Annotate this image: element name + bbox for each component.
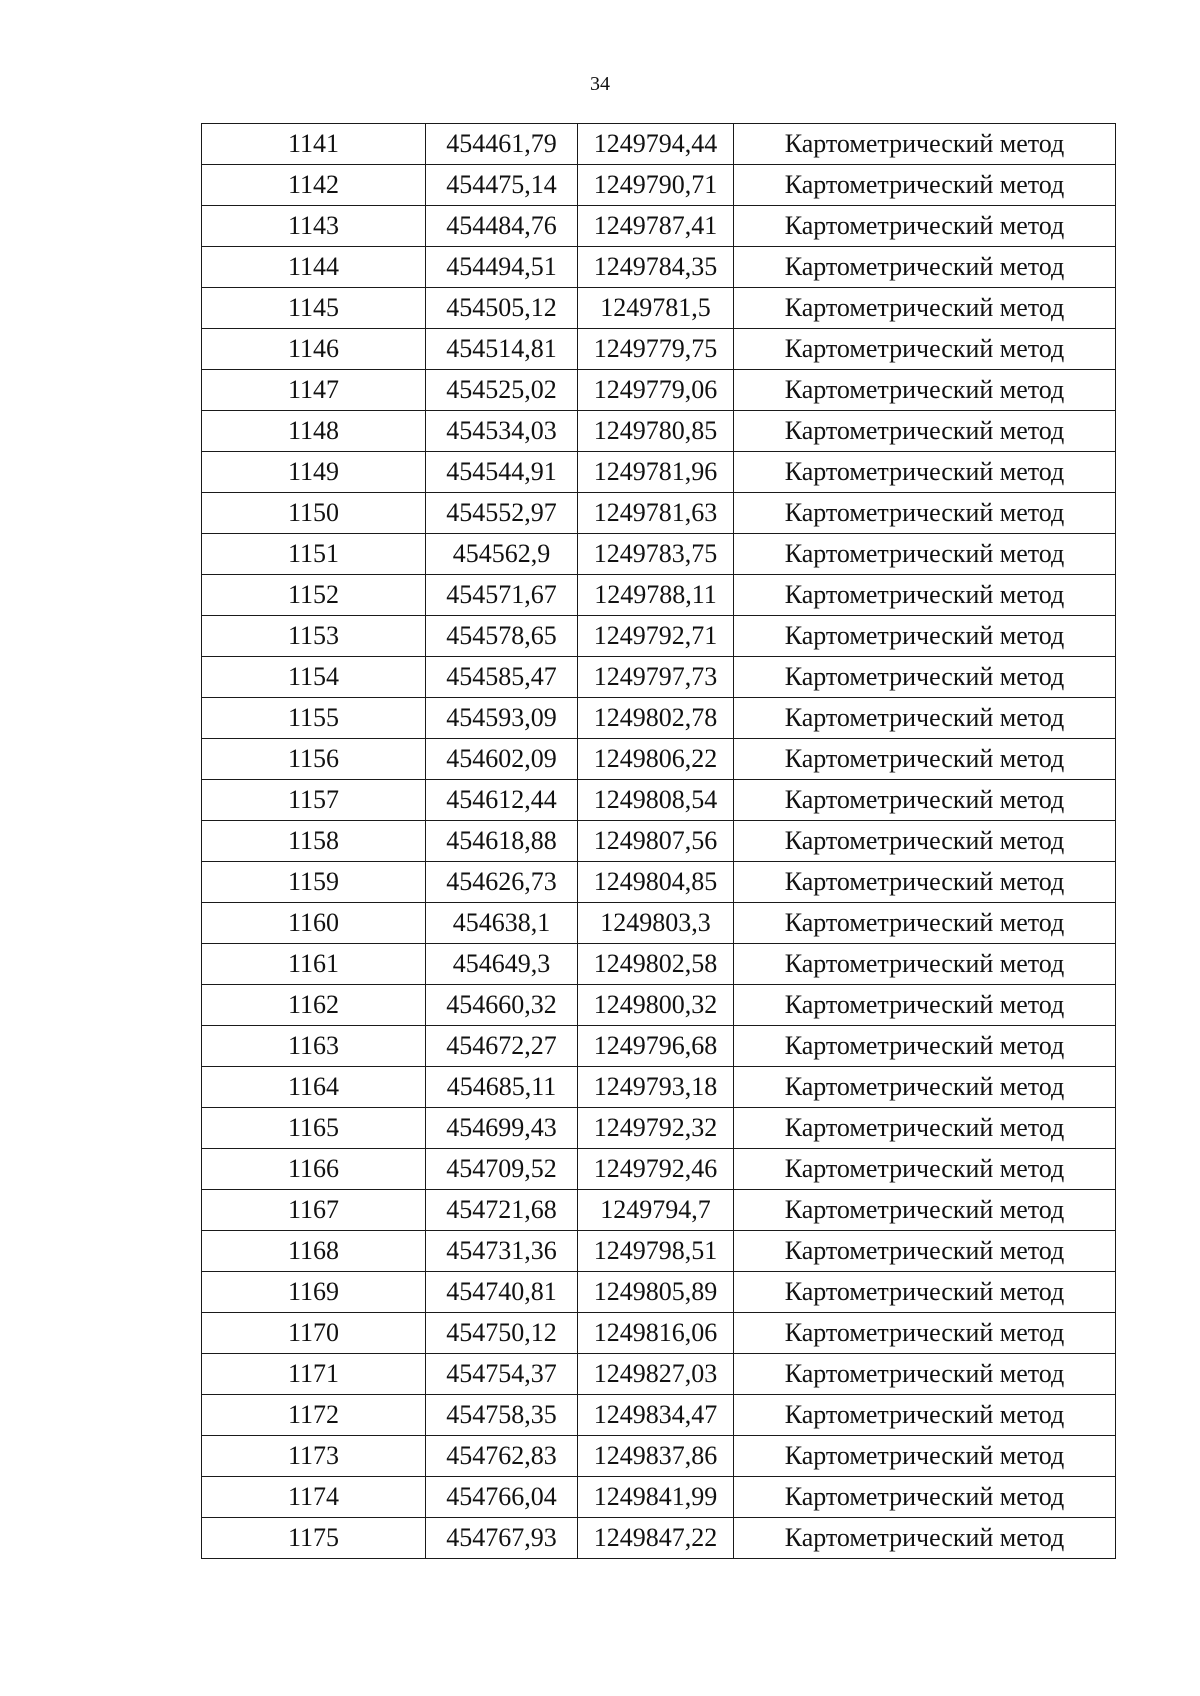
y-coordinate-cell: 1249808,54: [578, 780, 734, 821]
y-coordinate-cell: 1249792,32: [578, 1108, 734, 1149]
x-coordinate-cell: 454699,43: [426, 1108, 578, 1149]
point-number-cell: 1167: [202, 1190, 426, 1231]
x-coordinate-cell: 454578,65: [426, 616, 578, 657]
point-number-cell: 1145: [202, 288, 426, 329]
y-coordinate-cell: 1249792,46: [578, 1149, 734, 1190]
y-coordinate-cell: 1249796,68: [578, 1026, 734, 1067]
method-cell: Картометрический метод: [734, 411, 1116, 452]
y-coordinate-cell: 1249788,11: [578, 575, 734, 616]
x-coordinate-cell: 454602,09: [426, 739, 578, 780]
x-coordinate-cell: 454544,91: [426, 452, 578, 493]
point-number-cell: 1163: [202, 1026, 426, 1067]
method-cell: Картометрический метод: [734, 1190, 1116, 1231]
x-coordinate-cell: 454638,1: [426, 903, 578, 944]
method-cell: Картометрический метод: [734, 206, 1116, 247]
y-coordinate-cell: 1249783,75: [578, 534, 734, 575]
point-number-cell: 1147: [202, 370, 426, 411]
point-number-cell: 1161: [202, 944, 426, 985]
point-number-cell: 1162: [202, 985, 426, 1026]
point-number-cell: 1143: [202, 206, 426, 247]
point-number-cell: 1160: [202, 903, 426, 944]
method-cell: Картометрический метод: [734, 575, 1116, 616]
table-row: [202, 657, 1116, 698]
table-row: [202, 944, 1116, 985]
method-cell: Картометрический метод: [734, 452, 1116, 493]
method-cell: Картометрический метод: [734, 1231, 1116, 1272]
y-coordinate-cell: 1249804,85: [578, 862, 734, 903]
y-coordinate-cell: 1249802,58: [578, 944, 734, 985]
y-coordinate-cell: 1249779,75: [578, 329, 734, 370]
coordinates-table: [201, 123, 1116, 1559]
y-coordinate-cell: 1249780,85: [578, 411, 734, 452]
point-number-cell: 1142: [202, 165, 426, 206]
method-cell: Картометрический метод: [734, 657, 1116, 698]
method-cell: Картометрический метод: [734, 1436, 1116, 1477]
table-row: [202, 288, 1116, 329]
x-coordinate-cell: 454461,79: [426, 124, 578, 165]
point-number-cell: 1159: [202, 862, 426, 903]
y-coordinate-cell: 1249794,44: [578, 124, 734, 165]
point-number-cell: 1151: [202, 534, 426, 575]
point-number-cell: 1149: [202, 452, 426, 493]
y-coordinate-cell: 1249807,56: [578, 821, 734, 862]
y-coordinate-cell: 1249847,22: [578, 1518, 734, 1559]
y-coordinate-cell: 1249781,63: [578, 493, 734, 534]
table-row: [202, 1436, 1116, 1477]
y-coordinate-cell: 1249793,18: [578, 1067, 734, 1108]
method-cell: Картометрический метод: [734, 493, 1116, 534]
point-number-cell: 1171: [202, 1354, 426, 1395]
x-coordinate-cell: 454740,81: [426, 1272, 578, 1313]
point-number-cell: 1154: [202, 657, 426, 698]
y-coordinate-cell: 1249787,41: [578, 206, 734, 247]
table-row: [202, 1149, 1116, 1190]
point-number-cell: 1175: [202, 1518, 426, 1559]
x-coordinate-cell: 454505,12: [426, 288, 578, 329]
method-cell: Картометрический метод: [734, 1518, 1116, 1559]
point-number-cell: 1157: [202, 780, 426, 821]
x-coordinate-cell: 454484,76: [426, 206, 578, 247]
table-row: [202, 124, 1116, 165]
y-coordinate-cell: 1249794,7: [578, 1190, 734, 1231]
y-coordinate-cell: 1249837,86: [578, 1436, 734, 1477]
x-coordinate-cell: 454534,03: [426, 411, 578, 452]
x-coordinate-cell: 454525,02: [426, 370, 578, 411]
method-cell: Картометрический метод: [734, 862, 1116, 903]
method-cell: Картометрический метод: [734, 739, 1116, 780]
method-cell: Картометрический метод: [734, 903, 1116, 944]
table-row: [202, 903, 1116, 944]
point-number-cell: 1156: [202, 739, 426, 780]
x-coordinate-cell: 454731,36: [426, 1231, 578, 1272]
method-cell: Картометрический метод: [734, 370, 1116, 411]
y-coordinate-cell: 1249841,99: [578, 1477, 734, 1518]
x-coordinate-cell: 454672,27: [426, 1026, 578, 1067]
y-coordinate-cell: 1249802,78: [578, 698, 734, 739]
method-cell: Картометрический метод: [734, 1272, 1116, 1313]
method-cell: Картометрический метод: [734, 288, 1116, 329]
table-row: [202, 1190, 1116, 1231]
x-coordinate-cell: 454618,88: [426, 821, 578, 862]
table-row: [202, 370, 1116, 411]
table-row: [202, 534, 1116, 575]
x-coordinate-cell: 454762,83: [426, 1436, 578, 1477]
method-cell: Картометрический метод: [734, 1354, 1116, 1395]
x-coordinate-cell: 454767,93: [426, 1518, 578, 1559]
table-row: [202, 616, 1116, 657]
table-row: [202, 821, 1116, 862]
method-cell: Картометрический метод: [734, 1108, 1116, 1149]
point-number-cell: 1174: [202, 1477, 426, 1518]
point-number-cell: 1172: [202, 1395, 426, 1436]
method-cell: Картометрический метод: [734, 165, 1116, 206]
x-coordinate-cell: 454685,11: [426, 1067, 578, 1108]
table-row: [202, 1108, 1116, 1149]
method-cell: Картометрический метод: [734, 247, 1116, 288]
point-number-cell: 1155: [202, 698, 426, 739]
point-number-cell: 1148: [202, 411, 426, 452]
table-row: [202, 1231, 1116, 1272]
y-coordinate-cell: 1249798,51: [578, 1231, 734, 1272]
table-row: [202, 1313, 1116, 1354]
method-cell: Картометрический метод: [734, 1395, 1116, 1436]
x-coordinate-cell: 454494,51: [426, 247, 578, 288]
y-coordinate-cell: 1249827,03: [578, 1354, 734, 1395]
y-coordinate-cell: 1249792,71: [578, 616, 734, 657]
point-number-cell: 1144: [202, 247, 426, 288]
table-row: [202, 1395, 1116, 1436]
x-coordinate-cell: 454709,52: [426, 1149, 578, 1190]
x-coordinate-cell: 454754,37: [426, 1354, 578, 1395]
y-coordinate-cell: 1249784,35: [578, 247, 734, 288]
y-coordinate-cell: 1249781,5: [578, 288, 734, 329]
table-row: [202, 1067, 1116, 1108]
point-number-cell: 1146: [202, 329, 426, 370]
table-row: [202, 493, 1116, 534]
x-coordinate-cell: 454585,47: [426, 657, 578, 698]
x-coordinate-cell: 454750,12: [426, 1313, 578, 1354]
x-coordinate-cell: 454649,3: [426, 944, 578, 985]
y-coordinate-cell: 1249803,3: [578, 903, 734, 944]
table-row: [202, 329, 1116, 370]
y-coordinate-cell: 1249816,06: [578, 1313, 734, 1354]
x-coordinate-cell: 454514,81: [426, 329, 578, 370]
method-cell: Картометрический метод: [734, 698, 1116, 739]
method-cell: Картометрический метод: [734, 1149, 1116, 1190]
table-row: [202, 247, 1116, 288]
method-cell: Картометрический метод: [734, 1067, 1116, 1108]
point-number-cell: 1152: [202, 575, 426, 616]
table-row: [202, 985, 1116, 1026]
table-row: [202, 1354, 1116, 1395]
point-number-cell: 1169: [202, 1272, 426, 1313]
x-coordinate-cell: 454721,68: [426, 1190, 578, 1231]
y-coordinate-cell: 1249806,22: [578, 739, 734, 780]
x-coordinate-cell: 454626,73: [426, 862, 578, 903]
table-row: [202, 1026, 1116, 1067]
method-cell: Картометрический метод: [734, 329, 1116, 370]
method-cell: Картометрический метод: [734, 944, 1116, 985]
point-number-cell: 1170: [202, 1313, 426, 1354]
method-cell: Картометрический метод: [734, 821, 1116, 862]
method-cell: Картометрический метод: [734, 124, 1116, 165]
table-row: [202, 780, 1116, 821]
y-coordinate-cell: 1249781,96: [578, 452, 734, 493]
table-row: [202, 1272, 1116, 1313]
y-coordinate-cell: 1249805,89: [578, 1272, 734, 1313]
method-cell: Картометрический метод: [734, 780, 1116, 821]
y-coordinate-cell: 1249800,32: [578, 985, 734, 1026]
table-row: [202, 575, 1116, 616]
point-number-cell: 1164: [202, 1067, 426, 1108]
x-coordinate-cell: 454766,04: [426, 1477, 578, 1518]
point-number-cell: 1158: [202, 821, 426, 862]
table-row: [202, 411, 1116, 452]
y-coordinate-cell: 1249834,47: [578, 1395, 734, 1436]
page-number: 34: [590, 73, 610, 95]
point-number-cell: 1153: [202, 616, 426, 657]
method-cell: Картометрический метод: [734, 1313, 1116, 1354]
coordinates-table-body: [202, 124, 1116, 1559]
method-cell: Картометрический метод: [734, 985, 1116, 1026]
y-coordinate-cell: 1249779,06: [578, 370, 734, 411]
x-coordinate-cell: 454552,97: [426, 493, 578, 534]
point-number-cell: 1150: [202, 493, 426, 534]
table-row: [202, 862, 1116, 903]
point-number-cell: 1173: [202, 1436, 426, 1477]
method-cell: Картометрический метод: [734, 1477, 1116, 1518]
table-row: [202, 739, 1116, 780]
x-coordinate-cell: 454758,35: [426, 1395, 578, 1436]
point-number-cell: 1141: [202, 124, 426, 165]
table-row: [202, 206, 1116, 247]
point-number-cell: 1165: [202, 1108, 426, 1149]
table-row: [202, 1477, 1116, 1518]
table-row: [202, 698, 1116, 739]
method-cell: Картометрический метод: [734, 534, 1116, 575]
table-row: [202, 1518, 1116, 1559]
y-coordinate-cell: 1249790,71: [578, 165, 734, 206]
x-coordinate-cell: 454612,44: [426, 780, 578, 821]
point-number-cell: 1166: [202, 1149, 426, 1190]
y-coordinate-cell: 1249797,73: [578, 657, 734, 698]
x-coordinate-cell: 454475,14: [426, 165, 578, 206]
x-coordinate-cell: 454562,9: [426, 534, 578, 575]
point-number-cell: 1168: [202, 1231, 426, 1272]
x-coordinate-cell: 454660,32: [426, 985, 578, 1026]
method-cell: Картометрический метод: [734, 616, 1116, 657]
x-coordinate-cell: 454571,67: [426, 575, 578, 616]
table-row: [202, 165, 1116, 206]
table-row: [202, 452, 1116, 493]
x-coordinate-cell: 454593,09: [426, 698, 578, 739]
method-cell: Картометрический метод: [734, 1026, 1116, 1067]
